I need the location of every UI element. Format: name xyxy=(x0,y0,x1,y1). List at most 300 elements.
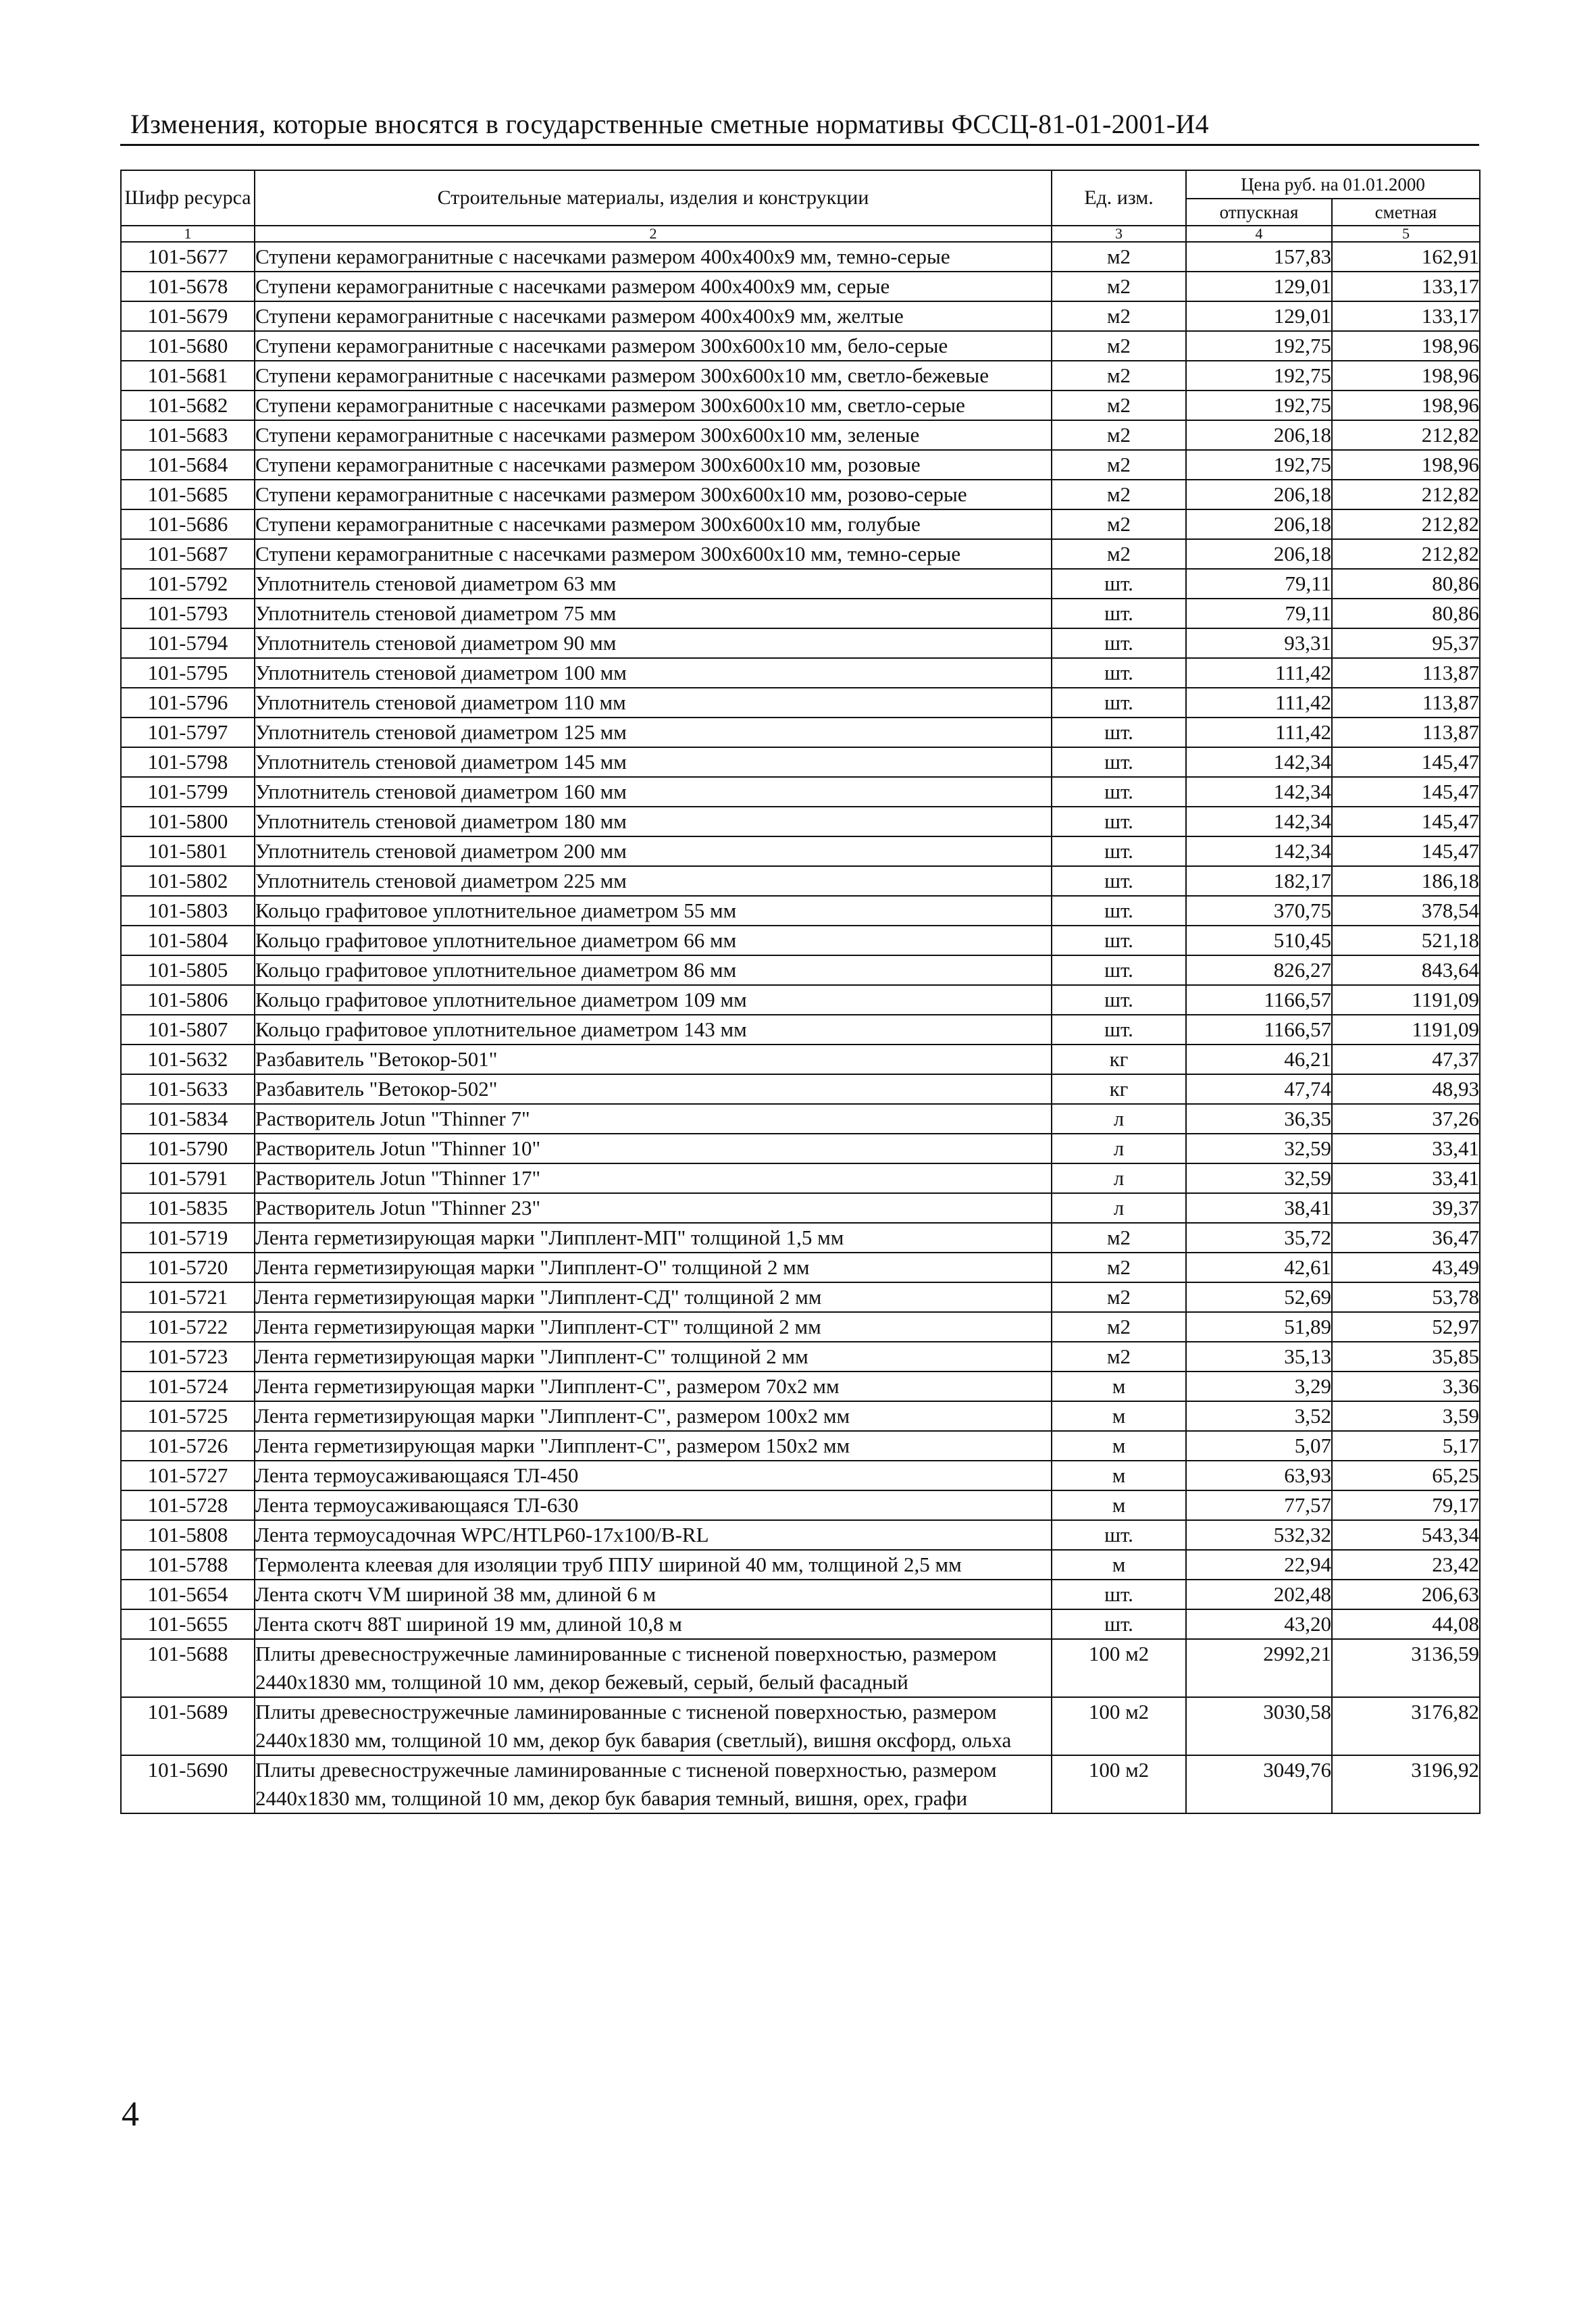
unit-of-measure: шт. xyxy=(1052,836,1186,866)
release-price: 202,48 xyxy=(1186,1580,1332,1609)
material-name: Уплотнитель стеновой диаметром 145 мм xyxy=(255,747,1052,777)
material-name: Уплотнитель стеновой диаметром 63 мм xyxy=(255,569,1052,599)
release-price: 111,42 xyxy=(1186,658,1332,688)
table-row xyxy=(121,1431,1480,1461)
release-price: 129,01 xyxy=(1186,272,1332,301)
release-price: 43,20 xyxy=(1186,1609,1332,1639)
release-price: 370,75 xyxy=(1186,896,1332,926)
material-name: Ступени керамогранитные с насечками размером 400х400х9 мм, желтые xyxy=(255,301,1052,331)
material-name: Разбавитель "Ветокор-501" xyxy=(255,1045,1052,1074)
release-price: 63,93 xyxy=(1186,1461,1332,1490)
table-row xyxy=(121,1755,1480,1813)
release-price: 32,59 xyxy=(1186,1134,1332,1163)
resource-code: 101-5800 xyxy=(121,807,255,836)
table-row xyxy=(121,866,1480,896)
resource-code: 101-5727 xyxy=(121,1461,255,1490)
table-row xyxy=(121,480,1480,509)
release-price: 142,34 xyxy=(1186,807,1332,836)
material-name: Ступени керамогранитные с насечками размером 300х600х10 мм, светло-бежевые xyxy=(255,361,1052,391)
resource-code: 101-5790 xyxy=(121,1134,255,1163)
release-price: 36,35 xyxy=(1186,1104,1332,1134)
table-row xyxy=(121,1609,1480,1639)
table-row xyxy=(121,1015,1480,1045)
estimate-price: 162,91 xyxy=(1332,242,1480,272)
material-name: Лента термоусаживающаяся ТЛ-450 xyxy=(255,1461,1052,1490)
table-row xyxy=(121,777,1480,807)
unit-of-measure: 100 м2 xyxy=(1052,1639,1186,1697)
material-name: Плиты древесностружечные ламинированные с тисненой поверхностью, размером 2440х1830 мм, толщиной 10 мм, декор бежевый, серый, белый фасадный xyxy=(255,1639,1052,1697)
unit-of-measure: шт. xyxy=(1052,658,1186,688)
resource-code: 101-5654 xyxy=(121,1580,255,1609)
unit-of-measure: м xyxy=(1052,1461,1186,1490)
resource-code: 101-5720 xyxy=(121,1253,255,1282)
table-row xyxy=(121,1163,1480,1193)
release-price: 129,01 xyxy=(1186,301,1332,331)
resource-code: 101-5677 xyxy=(121,242,255,272)
release-price: 510,45 xyxy=(1186,926,1332,955)
release-price: 157,83 xyxy=(1186,242,1332,272)
resource-code: 101-5793 xyxy=(121,599,255,628)
material-name: Ступени керамогранитные с насечками размером 400х400х9 мм, темно-серые xyxy=(255,242,1052,272)
resource-code: 101-5679 xyxy=(121,301,255,331)
unit-of-measure: л xyxy=(1052,1193,1186,1223)
page-title: Изменения, которые вносятся в государственные сметные нормативы ФССЦ-81-01-2001-И4 xyxy=(130,109,1209,139)
resource-code: 101-5726 xyxy=(121,1431,255,1461)
unit-of-measure: шт. xyxy=(1052,718,1186,747)
unit-of-measure: м2 xyxy=(1052,539,1186,569)
table-row xyxy=(121,1401,1480,1431)
estimate-price: 145,47 xyxy=(1332,777,1480,807)
column-number: 5 xyxy=(1332,226,1480,242)
resource-code: 101-5719 xyxy=(121,1223,255,1253)
material-name: Разбавитель "Ветокор-502" xyxy=(255,1074,1052,1104)
table-row xyxy=(121,1461,1480,1490)
release-price: 51,89 xyxy=(1186,1312,1332,1342)
column-number: 2 xyxy=(255,226,1052,242)
resource-code: 101-5791 xyxy=(121,1163,255,1193)
release-price: 206,18 xyxy=(1186,539,1332,569)
table-row xyxy=(121,1074,1480,1104)
estimate-price: 133,17 xyxy=(1332,272,1480,301)
estimate-price: 378,54 xyxy=(1332,896,1480,926)
estimate-price: 3136,59 xyxy=(1332,1639,1480,1697)
material-name: Лента герметизирующая марки "Липплент-СТ" толщиной 2 мм xyxy=(255,1312,1052,1342)
estimate-price: 145,47 xyxy=(1332,807,1480,836)
unit-of-measure: шт. xyxy=(1052,985,1186,1015)
material-name: Кольцо графитовое уплотнительное диаметром 143 мм xyxy=(255,1015,1052,1045)
resource-code: 101-5798 xyxy=(121,747,255,777)
column-header-price-release: отпускная xyxy=(1186,199,1332,226)
release-price: 47,74 xyxy=(1186,1074,1332,1104)
unit-of-measure: м xyxy=(1052,1372,1186,1401)
unit-of-measure: л xyxy=(1052,1104,1186,1134)
resource-code: 101-5803 xyxy=(121,896,255,926)
resource-code: 101-5728 xyxy=(121,1490,255,1520)
material-name: Ступени керамогранитные с насечками размером 300х600х10 мм, светло-серые xyxy=(255,391,1052,420)
release-price: 46,21 xyxy=(1186,1045,1332,1074)
resource-code: 101-5794 xyxy=(121,628,255,658)
table-row xyxy=(121,450,1480,480)
unit-of-measure: м2 xyxy=(1052,361,1186,391)
release-price: 192,75 xyxy=(1186,331,1332,361)
column-header-price-estimate: сметная xyxy=(1332,199,1480,226)
estimate-price: 206,63 xyxy=(1332,1580,1480,1609)
unit-of-measure: м2 xyxy=(1052,509,1186,539)
table-row xyxy=(121,658,1480,688)
estimate-price: 198,96 xyxy=(1332,391,1480,420)
estimate-price: 145,47 xyxy=(1332,747,1480,777)
resource-code: 101-5633 xyxy=(121,1074,255,1104)
table-row xyxy=(121,1282,1480,1312)
estimate-price: 48,93 xyxy=(1332,1074,1480,1104)
release-price: 111,42 xyxy=(1186,718,1332,747)
material-name: Ступени керамогранитные с насечками размером 300х600х10 мм, голубые xyxy=(255,509,1052,539)
unit-of-measure: м2 xyxy=(1052,1253,1186,1282)
unit-of-measure: м2 xyxy=(1052,420,1186,450)
resource-code: 101-5723 xyxy=(121,1342,255,1372)
table-row xyxy=(121,1697,1480,1755)
unit-of-measure: 100 м2 xyxy=(1052,1697,1186,1755)
material-name: Кольцо графитовое уплотнительное диаметром 66 мм xyxy=(255,926,1052,955)
unit-of-measure: м2 xyxy=(1052,1312,1186,1342)
resource-code: 101-5795 xyxy=(121,658,255,688)
table-row xyxy=(121,1134,1480,1163)
resource-code: 101-5681 xyxy=(121,361,255,391)
material-name: Ступени керамогранитные с насечками размером 300х600х10 мм, розово-серые xyxy=(255,480,1052,509)
resource-code: 101-5805 xyxy=(121,955,255,985)
material-name: Ступени керамогранитные с насечками размером 400х400х9 мм, серые xyxy=(255,272,1052,301)
estimate-price: 52,97 xyxy=(1332,1312,1480,1342)
table-row xyxy=(121,539,1480,569)
release-price: 79,11 xyxy=(1186,569,1332,599)
estimate-price: 47,37 xyxy=(1332,1045,1480,1074)
material-name: Лента герметизирующая марки "Липплент-О" толщиной 2 мм xyxy=(255,1253,1052,1282)
material-name: Лента герметизирующая марки "Липплент-С", размером 70х2 мм xyxy=(255,1372,1052,1401)
release-price: 3049,76 xyxy=(1186,1755,1332,1813)
resource-code: 101-5797 xyxy=(121,718,255,747)
table-row xyxy=(121,896,1480,926)
estimate-price: 80,86 xyxy=(1332,569,1480,599)
table-row xyxy=(121,391,1480,420)
estimate-price: 186,18 xyxy=(1332,866,1480,896)
estimate-price: 79,17 xyxy=(1332,1490,1480,1520)
unit-of-measure: шт. xyxy=(1052,777,1186,807)
table-body xyxy=(121,242,1480,1813)
table-row xyxy=(121,1639,1480,1697)
release-price: 3030,58 xyxy=(1186,1697,1332,1755)
table-row xyxy=(121,569,1480,599)
material-name: Плиты древесностружечные ламинированные с тисненой поверхностью, размером 2440х1830 мм, толщиной 10 мм, декор бук бавария (светлый), вишня оксфорд, ольха xyxy=(255,1697,1052,1755)
material-name: Ступени керамогранитные с насечками размером 300х600х10 мм, темно-серые xyxy=(255,539,1052,569)
table-row xyxy=(121,985,1480,1015)
release-price: 192,75 xyxy=(1186,391,1332,420)
material-name: Кольцо графитовое уплотнительное диаметром 86 мм xyxy=(255,955,1052,985)
table-row xyxy=(121,272,1480,301)
material-name: Растворитель Jotun "Thinner 23" xyxy=(255,1193,1052,1223)
release-price: 42,61 xyxy=(1186,1253,1332,1282)
material-name: Уплотнитель стеновой диаметром 225 мм xyxy=(255,866,1052,896)
resource-code: 101-5724 xyxy=(121,1372,255,1401)
table-row xyxy=(121,1520,1480,1550)
material-name: Лента термоусаживающаяся ТЛ-630 xyxy=(255,1490,1052,1520)
unit-of-measure: кг xyxy=(1052,1045,1186,1074)
table-row xyxy=(121,1312,1480,1342)
resource-code: 101-5680 xyxy=(121,331,255,361)
unit-of-measure: м xyxy=(1052,1431,1186,1461)
release-price: 5,07 xyxy=(1186,1431,1332,1461)
unit-of-measure: м2 xyxy=(1052,1282,1186,1312)
estimate-price: 33,41 xyxy=(1332,1134,1480,1163)
unit-of-measure: шт. xyxy=(1052,866,1186,896)
release-price: 35,72 xyxy=(1186,1223,1332,1253)
release-price: 35,13 xyxy=(1186,1342,1332,1372)
resource-code: 101-5689 xyxy=(121,1697,255,1755)
estimate-price: 843,64 xyxy=(1332,955,1480,985)
material-name: Уплотнитель стеновой диаметром 100 мм xyxy=(255,658,1052,688)
estimate-price: 1191,09 xyxy=(1332,985,1480,1015)
release-price: 3,29 xyxy=(1186,1372,1332,1401)
material-name: Лента герметизирующая марки "Липплент-С", размером 150х2 мм xyxy=(255,1431,1052,1461)
resource-code: 101-5686 xyxy=(121,509,255,539)
material-name: Уплотнитель стеновой диаметром 200 мм xyxy=(255,836,1052,866)
estimate-price: 3,59 xyxy=(1332,1401,1480,1431)
table-row xyxy=(121,509,1480,539)
resource-code: 101-5632 xyxy=(121,1045,255,1074)
estimate-price: 43,49 xyxy=(1332,1253,1480,1282)
column-header-unit: Ед. изм. xyxy=(1052,170,1186,226)
release-price: 77,57 xyxy=(1186,1490,1332,1520)
release-price: 32,59 xyxy=(1186,1163,1332,1193)
estimate-price: 95,37 xyxy=(1332,628,1480,658)
resource-code: 101-5807 xyxy=(121,1015,255,1045)
estimate-price: 3,36 xyxy=(1332,1372,1480,1401)
table-row xyxy=(121,242,1480,272)
resource-code: 101-5655 xyxy=(121,1609,255,1639)
estimate-price: 1191,09 xyxy=(1332,1015,1480,1045)
unit-of-measure: м xyxy=(1052,1550,1186,1580)
unit-of-measure: м2 xyxy=(1052,331,1186,361)
material-name: Лента скотч 88Т шириной 19 мм, длиной 10,8 м xyxy=(255,1609,1052,1639)
unit-of-measure: шт. xyxy=(1052,1580,1186,1609)
resource-code: 101-5690 xyxy=(121,1755,255,1813)
table-row xyxy=(121,1580,1480,1609)
column-header-code: Шифр ресурса xyxy=(121,170,255,226)
unit-of-measure: м2 xyxy=(1052,242,1186,272)
estimate-price: 80,86 xyxy=(1332,599,1480,628)
unit-of-measure: м2 xyxy=(1052,480,1186,509)
table-row xyxy=(121,1550,1480,1580)
unit-of-measure: м xyxy=(1052,1401,1186,1431)
unit-of-measure: шт. xyxy=(1052,747,1186,777)
resource-code: 101-5835 xyxy=(121,1193,255,1223)
release-price: 52,69 xyxy=(1186,1282,1332,1312)
material-name: Лента термоусадочная WPC/HTLP60-17x100/B-RL xyxy=(255,1520,1052,1550)
table-row xyxy=(121,926,1480,955)
column-header-price-group: Цена руб. на 01.01.2000 xyxy=(1186,170,1480,199)
unit-of-measure: л xyxy=(1052,1134,1186,1163)
release-price: 826,27 xyxy=(1186,955,1332,985)
table-row xyxy=(121,688,1480,718)
material-name: Уплотнитель стеновой диаметром 110 мм xyxy=(255,688,1052,718)
resource-code: 101-5792 xyxy=(121,569,255,599)
unit-of-measure: шт. xyxy=(1052,955,1186,985)
estimate-price: 35,85 xyxy=(1332,1342,1480,1372)
table-row xyxy=(121,718,1480,747)
release-price: 3,52 xyxy=(1186,1401,1332,1431)
estimate-price: 5,17 xyxy=(1332,1431,1480,1461)
unit-of-measure: шт. xyxy=(1052,1015,1186,1045)
release-price: 206,18 xyxy=(1186,509,1332,539)
material-name: Термолента клеевая для изоляции труб ППУ шириной 40 мм, толщиной 2,5 мм xyxy=(255,1550,1052,1580)
estimate-price: 212,82 xyxy=(1332,420,1480,450)
resource-code: 101-5806 xyxy=(121,985,255,1015)
unit-of-measure: шт. xyxy=(1052,807,1186,836)
resource-code: 101-5808 xyxy=(121,1520,255,1550)
material-name: Лента герметизирующая марки "Липплент-МП" толщиной 1,5 мм xyxy=(255,1223,1052,1253)
material-name: Лента скотч VM шириной 38 мм, длиной 6 м xyxy=(255,1580,1052,1609)
unit-of-measure: л xyxy=(1052,1163,1186,1193)
table-row xyxy=(121,955,1480,985)
unit-of-measure: м2 xyxy=(1052,450,1186,480)
resource-code: 101-5687 xyxy=(121,539,255,569)
resource-code: 101-5804 xyxy=(121,926,255,955)
estimate-price: 198,96 xyxy=(1332,450,1480,480)
material-name: Уплотнитель стеновой диаметром 180 мм xyxy=(255,807,1052,836)
table-row xyxy=(121,1104,1480,1134)
estimate-price: 543,34 xyxy=(1332,1520,1480,1550)
estimate-price: 33,41 xyxy=(1332,1163,1480,1193)
release-price: 192,75 xyxy=(1186,361,1332,391)
resource-code: 101-5684 xyxy=(121,450,255,480)
estimate-price: 36,47 xyxy=(1332,1223,1480,1253)
material-name: Растворитель Jotun "Thinner 17" xyxy=(255,1163,1052,1193)
estimate-price: 44,08 xyxy=(1332,1609,1480,1639)
unit-of-measure: м2 xyxy=(1052,1223,1186,1253)
table-row xyxy=(121,1193,1480,1223)
unit-of-measure: шт. xyxy=(1052,926,1186,955)
material-name: Уплотнитель стеновой диаметром 75 мм xyxy=(255,599,1052,628)
material-name: Лента герметизирующая марки "Липплент-С" толщиной 2 мм xyxy=(255,1342,1052,1372)
table-row xyxy=(121,599,1480,628)
estimate-price: 212,82 xyxy=(1332,509,1480,539)
resource-code: 101-5788 xyxy=(121,1550,255,1580)
resource-code: 101-5721 xyxy=(121,1282,255,1312)
resource-code: 101-5683 xyxy=(121,420,255,450)
resource-code: 101-5834 xyxy=(121,1104,255,1134)
resource-code: 101-5799 xyxy=(121,777,255,807)
release-price: 93,31 xyxy=(1186,628,1332,658)
unit-of-measure: шт. xyxy=(1052,1520,1186,1550)
material-name: Растворитель Jotun "Thinner 7" xyxy=(255,1104,1052,1134)
release-price: 532,32 xyxy=(1186,1520,1332,1550)
material-name: Лента герметизирующая марки "Липплент-СД" толщиной 2 мм xyxy=(255,1282,1052,1312)
resource-code: 101-5801 xyxy=(121,836,255,866)
estimate-price: 521,18 xyxy=(1332,926,1480,955)
material-name: Уплотнитель стеновой диаметром 125 мм xyxy=(255,718,1052,747)
estimate-price: 198,96 xyxy=(1332,361,1480,391)
estimate-price: 145,47 xyxy=(1332,836,1480,866)
price-table xyxy=(120,170,1481,1814)
resource-code: 101-5682 xyxy=(121,391,255,420)
resource-code: 101-5685 xyxy=(121,480,255,509)
material-name: Кольцо графитовое уплотнительное диаметром 109 мм xyxy=(255,985,1052,1015)
unit-of-measure: 100 м2 xyxy=(1052,1755,1186,1813)
material-name: Кольцо графитовое уплотнительное диаметром 55 мм xyxy=(255,896,1052,926)
material-name: Плиты древесностружечные ламинированные с тисненой поверхностью, размером 2440х1830 мм, толщиной 10 мм, декор бук бавария темный, вишня, орех, графи xyxy=(255,1755,1052,1813)
release-price: 142,34 xyxy=(1186,777,1332,807)
unit-of-measure: шт. xyxy=(1052,599,1186,628)
table-row xyxy=(121,1253,1480,1282)
material-name: Ступени керамогранитные с насечками размером 300х600х10 мм, зеленые xyxy=(255,420,1052,450)
column-number: 1 xyxy=(121,226,255,242)
unit-of-measure: м2 xyxy=(1052,391,1186,420)
resource-code: 101-5722 xyxy=(121,1312,255,1342)
table-row xyxy=(121,1045,1480,1074)
material-name: Лента герметизирующая марки "Липплент-С", размером 100х2 мм xyxy=(255,1401,1052,1431)
title-divider xyxy=(120,144,1479,146)
release-price: 142,34 xyxy=(1186,836,1332,866)
table-row xyxy=(121,807,1480,836)
estimate-price: 23,42 xyxy=(1332,1550,1480,1580)
table-row xyxy=(121,1223,1480,1253)
release-price: 2992,21 xyxy=(1186,1639,1332,1697)
table-row xyxy=(121,301,1480,331)
estimate-price: 3176,82 xyxy=(1332,1697,1480,1755)
unit-of-measure: шт. xyxy=(1052,628,1186,658)
unit-of-measure: кг xyxy=(1052,1074,1186,1104)
release-price: 1166,57 xyxy=(1186,985,1332,1015)
column-header-name: Строительные материалы, изделия и конструкции xyxy=(255,170,1052,226)
release-price: 142,34 xyxy=(1186,747,1332,777)
resource-code: 101-5796 xyxy=(121,688,255,718)
unit-of-measure: шт. xyxy=(1052,1609,1186,1639)
release-price: 79,11 xyxy=(1186,599,1332,628)
page-number: 4 xyxy=(122,2095,139,2134)
resource-code: 101-5688 xyxy=(121,1639,255,1697)
estimate-price: 39,37 xyxy=(1332,1193,1480,1223)
estimate-price: 3196,92 xyxy=(1332,1755,1480,1813)
estimate-price: 212,82 xyxy=(1332,480,1480,509)
material-name: Растворитель Jotun "Thinner 10" xyxy=(255,1134,1052,1163)
unit-of-measure: шт. xyxy=(1052,569,1186,599)
unit-of-measure: м2 xyxy=(1052,301,1186,331)
estimate-price: 53,78 xyxy=(1332,1282,1480,1312)
unit-of-measure: м2 xyxy=(1052,1342,1186,1372)
material-name: Ступени керамогранитные с насечками размером 300х600х10 мм, розовые xyxy=(255,450,1052,480)
estimate-price: 198,96 xyxy=(1332,331,1480,361)
release-price: 111,42 xyxy=(1186,688,1332,718)
release-price: 192,75 xyxy=(1186,450,1332,480)
unit-of-measure: м xyxy=(1052,1490,1186,1520)
estimate-price: 37,26 xyxy=(1332,1104,1480,1134)
release-price: 206,18 xyxy=(1186,480,1332,509)
unit-of-measure: шт. xyxy=(1052,688,1186,718)
estimate-price: 113,87 xyxy=(1332,658,1480,688)
release-price: 38,41 xyxy=(1186,1193,1332,1223)
table-row xyxy=(121,836,1480,866)
column-number: 4 xyxy=(1186,226,1332,242)
table-row xyxy=(121,628,1480,658)
table-row xyxy=(121,1342,1480,1372)
table-row xyxy=(121,747,1480,777)
release-price: 1166,57 xyxy=(1186,1015,1332,1045)
material-name: Ступени керамогранитные с насечками размером 300х600х10 мм, бело-серые xyxy=(255,331,1052,361)
release-price: 206,18 xyxy=(1186,420,1332,450)
estimate-price: 212,82 xyxy=(1332,539,1480,569)
material-name: Уплотнитель стеновой диаметром 160 мм xyxy=(255,777,1052,807)
estimate-price: 133,17 xyxy=(1332,301,1480,331)
release-price: 182,17 xyxy=(1186,866,1332,896)
